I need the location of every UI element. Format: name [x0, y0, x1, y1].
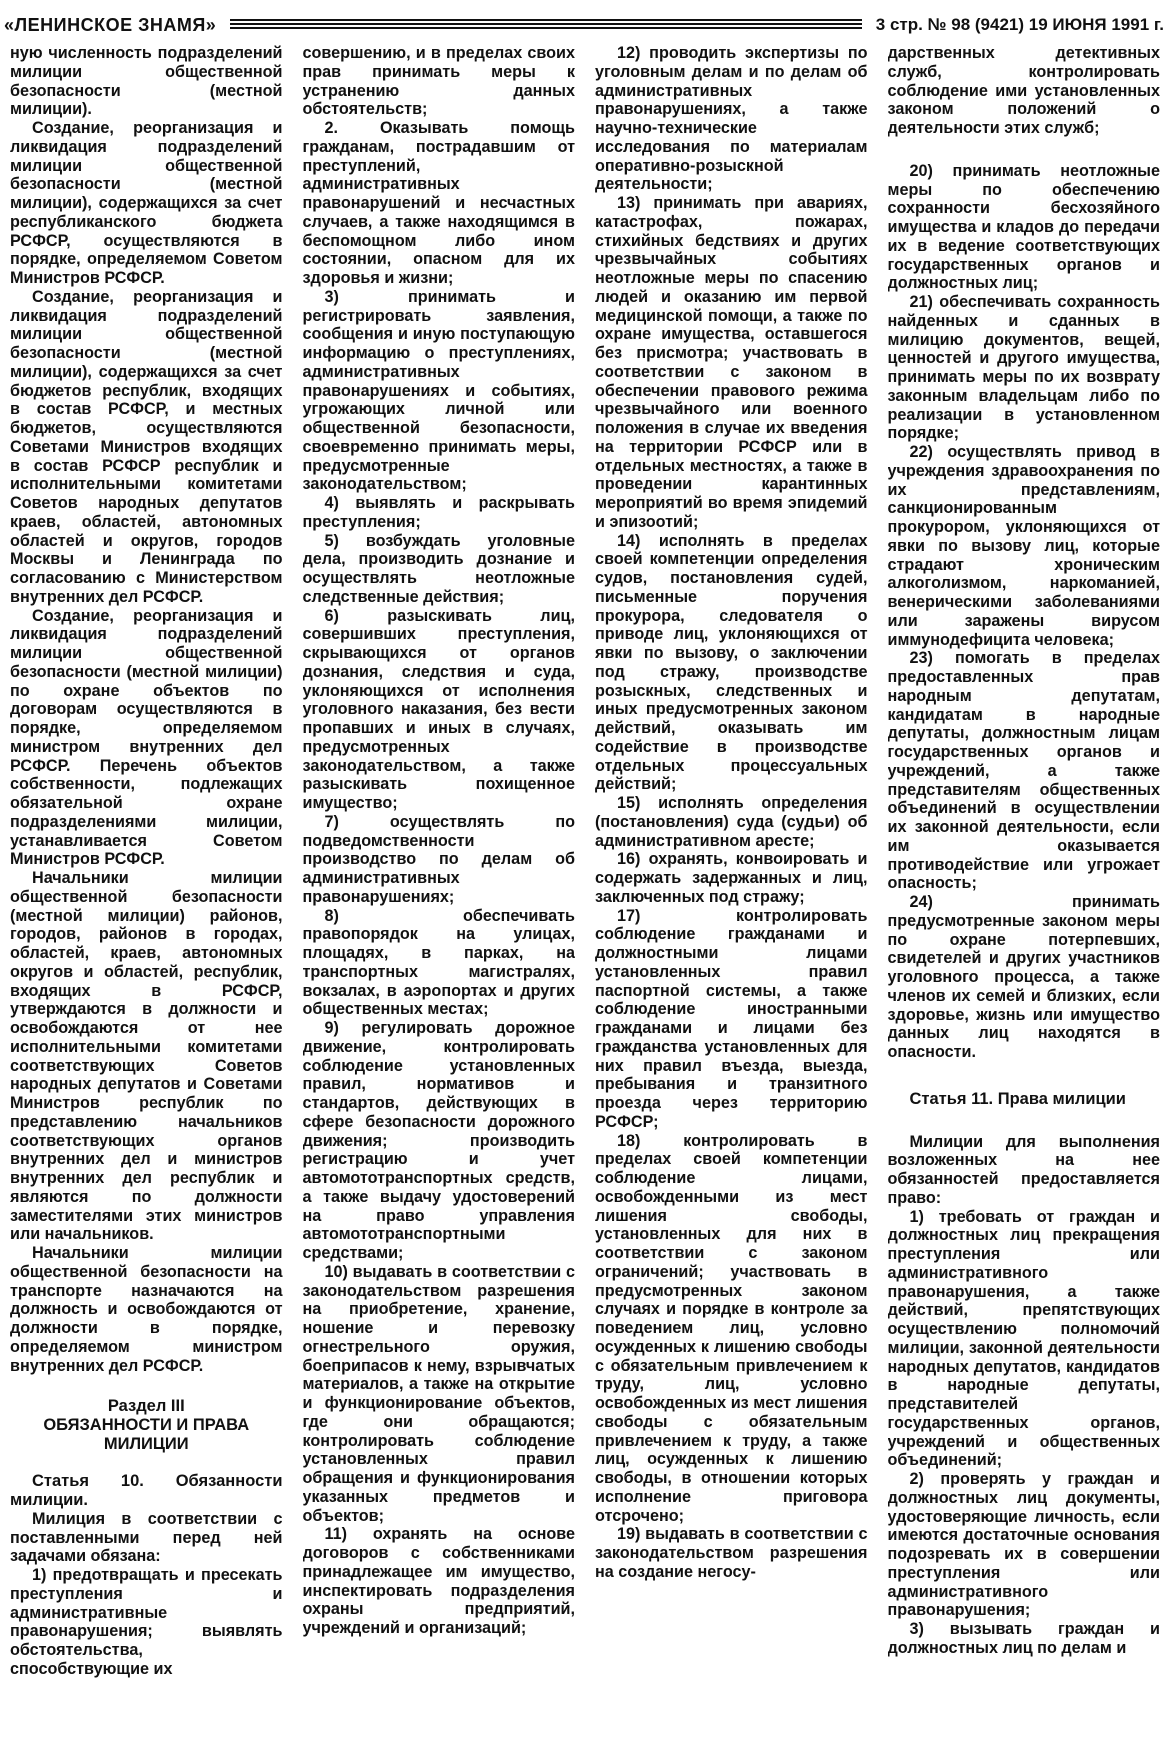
paragraph: 9) регулировать дорожное движение, контролировать соблюдение установленных правил, нормативов и стандартов, действующих в сфере безопасности дорожного движения; производить регистрацию и учет автомототранспортных средств, а также выдачу удостоверений на право управления автомототранспортными средствами;: [302, 1019, 575, 1262]
masthead-rule: [230, 19, 862, 31]
section-title: ОБЯЗАННОСТИ И ПРАВА МИЛИЦИИ: [43, 1416, 250, 1454]
paragraph: 18) контролировать в пределах своей компетенции соблюдение лицами, освобожденными из мест лишения свободы, установленных для них в соответствии с законом ограничений; участвовать в предусмотренных законом случаях и порядке в контроле за поведением лиц, условно осужденных к лишению свободы с обязательным привлечением к труду, лиц, условно освобожденных из мест лишения свободы с обязательным привлечением к труду, а также лиц, осужденных к лишению свободы, в отношении которых исполнение приговора отсрочено;: [595, 1131, 868, 1525]
paragraph: 17) контролировать соблюдение гражданами и должностными лицами установленных правил паспортной системы, а также соблюдение иностранными гражданами и лицами без гражданства установленных для них правил въезда, выезда, пребывания и транзитного проезда через территорию РСФСР;: [595, 906, 868, 1131]
paragraph: 2) проверять у граждан и должностных лиц документы, удостоверяющие личность, если имеются достаточные основания подозревать их в совершении преступления или административного правонарушения;: [887, 1470, 1160, 1620]
paragraph: Начальники милиции общественной безопасности на транспорте назначаются на должность и освобождаются от должности в порядке, определяемом министром внутренних дел РСФСР.: [10, 1244, 283, 1375]
article-10-heading: Статья 10. Обязанности милиции.: [10, 1472, 283, 1509]
column-1: [10, 44, 283, 1758]
paragraph: совершению, и в пределах своих прав принимать меры к устранению данных обстоятельств;: [302, 44, 575, 119]
paragraph: 20) принимать неотложные меры по обеспечению сохранности бесхозяйного имущества и кладов до передачи их в ведение соответствующих государственных органов и должностных лиц;: [887, 161, 1160, 293]
paragraph: 19) выдавать в соответствии с законодательством разрешения на создание негосу-: [595, 1525, 868, 1581]
paragraph: ную численность подразделений милиции общественной безопасности (местной милиции).: [10, 44, 283, 119]
masthead: [4, 8, 1164, 42]
paragraph: Начальники милиции общественной безопасности (местной милиции) районов, городов, районов в городах, областей, краев, автономных округов и областей, республик, входящих в РСФСР, утверждаются в должности и освобождаются от нее исполнительными комитетами соответствующих Советов народных депутатов и Советами Министров республик по представлению начальников соответствующих органов внутренних дел и министров внутренних дел республик и являются по должности заместителями этих министров или начальников.: [10, 869, 283, 1244]
paragraph: Создание, реорганизация и ликвидация подразделений милиции общественной безопасности (местной милиции), содержащихся за счет республиканского бюджета РСФСР, осуществляются в порядке, определяемом Советом Министров РСФСР.: [10, 119, 283, 287]
column-3: [595, 44, 868, 1758]
paragraph: Милиция в соответствии с поставленными перед ней задачами обязана:: [10, 1509, 283, 1566]
paragraph: 16) охранять, конвоировать и содержать задержанных и лиц, заключенных под стражу;: [595, 850, 868, 906]
paragraph: 8) обеспечивать правопорядок на улицах, площадях, в парках, на транспортных магистралях, вокзалах, в аэропортах и других общественных местах;: [302, 906, 575, 1019]
section-heading: [10, 1397, 283, 1454]
paragraph: 13) принимать при авариях, катастрофах, пожарах, стихийных бедствиях и других чрезвычайных событиях неотложные меры по спасению людей и оказанию им первой медицинской помощи, а также по охране имущества, оставшегося без присмотра; участвовать в соответствии с законом в обеспечении правового режима чрезвычайного или военного положения в случае их введения на территории РСФСР или в отдельных местностях, а также в проведении карантинных мероприятий во время эпидемий и эпизоотий;: [595, 194, 868, 531]
paragraph: 10) выдавать в соответствии с законодательством разрешения на приобретение, хранение, ношение и перевозку огнестрельного оружия, боеприпасов к нему, взрывчатых материалов, а также на открытие и функционирование объектов, где они обращаются; контролировать соблюдение установленных правил обращения и функционирования указанных предметов и объектов;: [302, 1262, 575, 1525]
article-11-heading: Статья 11. Права милиции: [909, 1089, 1126, 1108]
paragraph: 14) исполнять в пределах своей компетенции определения судов, постановления судей, письменные поручения прокурора, следователя о приводе лиц, уклоняющихся от явки по вызову, о заключении под стражу, производстве розыскных, следственных и иных предусмотренных законом действий, оказывать им содействие в производстве отдельных процессуальных действий;: [595, 531, 868, 794]
paragraph: дарственных детективных служб, контролировать соблюдение ими установленных законом положений о деятельности этих служб;: [887, 44, 1160, 137]
paragraph: Милиции для выполнения возложенных на нее обязанностей предоставляется право:: [887, 1132, 1160, 1207]
paragraph: 22) осуществлять привод в учреждения здравоохранения по их представлениям, санкционированным прокурором, уклоняющихся от явки по вызову лиц, которые страдают хроническим алкоголизмом, наркоманией, венерическими заболеваниями или заражены вирусом иммунодефицита человека;: [887, 443, 1160, 649]
text-columns: [10, 44, 1160, 1758]
paragraph: 5) возбуждать уголовные дела, производить дознание и осуществлять неотложные следственные действия;: [302, 531, 575, 606]
paragraph: 7) осуществлять по подведомственности производство по делам об административных правонарушениях;: [302, 812, 575, 906]
column-2: [303, 44, 576, 1758]
paragraph: 24) принимать предусмотренные законом меры по охране потерпевших, свидетелей и других участников уголовного процесса, а также членов их семей и близких, если здоровье, жизнь или имущество данных лиц находятся в опасности.: [887, 893, 1160, 1061]
paragraph: 21) обеспечивать сохранность найденных и сданных в милицию документов, вещей, ценностей и другого имущества, принимать меры по их возврату законным владельцам либо по реализации в установленном порядке;: [887, 293, 1160, 443]
paragraph: 3) принимать и регистрировать заявления, сообщения и иную поступающую информацию о преступлениях, административных правонарушениях и событиях, угрожающих личной или общественной безопасности, своевременно принимать меры, предусмотренные законодательством;: [302, 287, 575, 494]
paragraph: Создание, реорганизация и ликвидация подразделений милиции общественной безопасности (местной милиции), содержащихся за счет бюджетов республик, входящих в состав РСФСР, и местных бюджетов, осуществляются Советами Министров входящих в состав РСФСР республик и исполнительными комитетами Советов народных депутатов краев, областей, автономных областей и округов, городов Москвы и Ленинграда по согласованию с Министерством внутренних дел РСФСР.: [10, 287, 283, 606]
paragraph: Создание, реорганизация и ликвидация подразделений милиции общественной безопасности (местной милиции) по охране объектов по договорам осуществляются в порядке, определяемом министром внутренних дел РСФСР. Перечень объектов собственности, подлежащих обязательной охране подразделениями милиции, устанавливается Советом Министров РСФСР.: [10, 606, 283, 869]
paragraph: 3) вызывать граждан и должностных лиц по делам и: [887, 1620, 1160, 1657]
paragraph: 2. Оказывать помощь гражданам, пострадавшим от преступлений, административных правонарушений и несчастных случаев, а также находящимся в беспомощном либо ином состоянии, опасном для их здоровья и жизни;: [302, 119, 575, 287]
paragraph: 6) разыскивать лиц, совершивших преступления, скрывающихся от органов дознания, следствия и суда, уклоняющихся от исполнения уголовного наказания, без вести пропавших и иных в случаях, предусмотренных законодательством, а также разыскивать похищенное имущество;: [302, 606, 575, 812]
column-4: [888, 44, 1161, 1758]
section-number: Раздел III: [107, 1397, 185, 1416]
newspaper-title: «ЛЕНИНСКОЕ ЗНАМЯ»: [4, 14, 217, 35]
paragraph: 11) охранять на основе договоров с собственниками принадлежащее им имущество, инспектировать подразделения охраны предприятий, учреждений и организаций;: [302, 1525, 575, 1637]
paragraph: 23) помогать в пределах предоставленных прав народным депутатам, кандидатам в народные депутаты, должностным лицам государственных органов и учреждений, а также представителям общественных объединений в осуществлении их законной деятельности, если им оказывается противодействие или угрожает опасность;: [887, 649, 1160, 893]
paragraph: 1) предотвращать и пресекать преступления и административные правонарушения; выявлять обстоятельства, способствующие их: [10, 1566, 283, 1678]
paragraph: 4) выявлять и раскрывать преступления;: [302, 494, 575, 531]
issue-info: 3 стр. № 98 (9421) 19 ИЮНЯ 1991 г.: [875, 15, 1164, 34]
paragraph: 15) исполнять определения (постановления) суда (судьи) об административном аресте;: [595, 794, 868, 850]
paragraph: 12) проводить экспертизы по уголовным делам и по делам об административных правонарушениях, а также научно-технические исследования по материалам оперативно-розыскной деятельности;: [595, 44, 868, 194]
paragraph: 1) требовать от граждан и должностных лиц прекращения преступления или административного правонарушения, а также действий, препятствующих осуществлению полномочий милиции, законной деятельности народных депутатов, кандидатов в народные депутаты, представителей государственных органов, учреждений и общественных объединений;: [887, 1207, 1160, 1470]
